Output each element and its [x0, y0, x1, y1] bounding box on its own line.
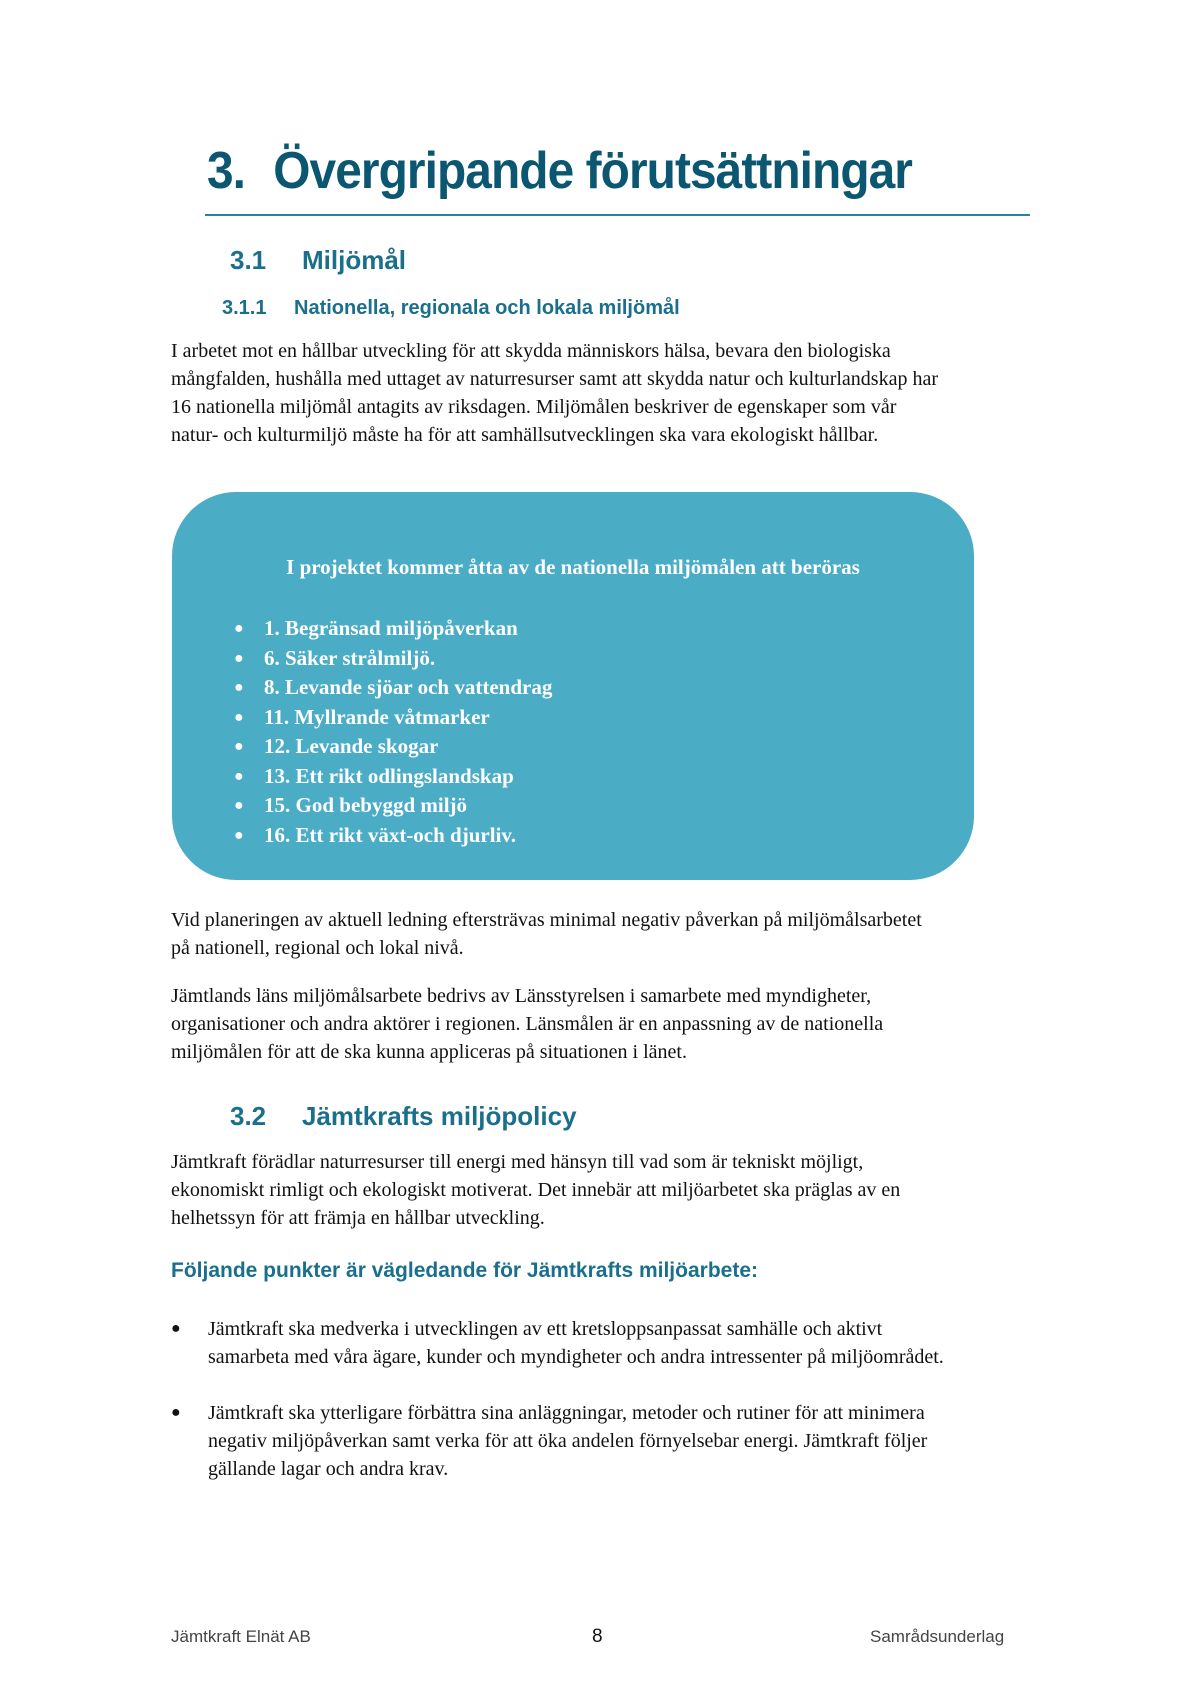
bullet-line: Jämtkraft ska ytterligare förbättra sina anläggningar, metoder och rutiner för att minimera — [208, 1402, 925, 1424]
environmental-goals-callout — [172, 492, 974, 880]
list-item — [232, 703, 552, 733]
chapter-number: 3. — [207, 142, 246, 200]
section-number: 3.2 — [230, 1101, 267, 1131]
callout-goal-list — [232, 614, 552, 850]
bullet-icon: ● — [234, 767, 244, 785]
list-item — [232, 644, 552, 674]
paragraph-line: 16 nationella miljömål antagits av riksdagen. Miljömålen beskriver de egenskaper som vår — [171, 396, 897, 418]
subsection-heading-3-1-1 — [222, 294, 680, 322]
list-item — [171, 1399, 1041, 1483]
section-title: Miljömål — [302, 245, 407, 275]
goal-label: 16. Ett rikt växt-och djurliv. — [264, 822, 516, 847]
goal-label: 11. Myllrande våtmarker — [264, 704, 490, 729]
list-item — [232, 732, 552, 762]
subsection-title: Nationella, regionala och lokala miljömål — [294, 297, 680, 319]
paragraph-line: på nationell, regional och lokal nivå. — [171, 937, 464, 959]
chapter-title-text: Övergripande förutsättningar — [273, 142, 913, 200]
paragraph-line: Jämtlands läns miljömålsarbete bedrivs av Länsstyrelsen i samarbete med myndigheter, — [171, 985, 872, 1007]
goal-label: 8. Levande sjöar och vattendrag — [264, 675, 553, 699]
bullet-icon: ● — [234, 620, 244, 637]
paragraph-line: Jämtkraft förädlar naturresurser till energi med hänsyn till vad som är tekniskt möjligt, — [171, 1151, 864, 1173]
callout-title: I projektet kommer åtta av de nationella miljömålen att beröras — [286, 555, 860, 579]
guiding-heading: Följande punkter är vägledande för Jämtkrafts miljöarbete: — [171, 1259, 758, 1282]
list-item — [232, 821, 552, 851]
section-title: Jämtkrafts miljöpolicy — [302, 1101, 577, 1131]
paragraph-line: Vid planeringen av aktuell ledning eftersträvas minimal negativ påverkan på miljömålsarbetet — [171, 909, 922, 931]
paragraph-line: helhetssyn för att främja en hållbar utveckling. — [171, 1207, 545, 1229]
paragraph-line: organisationer och andra aktörer i regionen. Länsmålen är en anpassning av de nationella — [171, 1013, 884, 1035]
goal-label: 15. God bebyggd miljö — [264, 793, 468, 817]
policy-paragraph — [171, 1148, 1041, 1232]
bullet-line: gällande lagar och andra krav. — [208, 1458, 449, 1480]
planning-paragraph — [171, 906, 1041, 962]
bullet-icon: ● — [234, 797, 244, 814]
section-heading-3-1 — [230, 243, 406, 277]
paragraph-line: I arbetet mot en hållbar utveckling för att skydda människors hälsa, bevara den biologiska — [171, 340, 891, 362]
guiding-points-list — [171, 1315, 1041, 1371]
guiding-points-list-2 — [171, 1399, 1041, 1483]
section-heading-3-2 — [230, 1099, 577, 1133]
bullet-line: Jämtkraft ska medverka i utvecklingen av ett kretsloppsanpassat samhälle och aktivt — [208, 1318, 883, 1340]
footer-page-number: 8 — [592, 1626, 603, 1647]
list-item — [232, 673, 552, 703]
list-item — [232, 614, 552, 644]
footer-document-type: Samrådsunderlag — [870, 1627, 1005, 1646]
bullet-line: samarbeta med våra ägare, kunder och myndigheter och andra intressenter på miljöområdet. — [208, 1346, 944, 1368]
paragraph-line: natur- och kulturmiljö måste ha för att samhällsutvecklingen ska vara ekologiskt hållbar. — [171, 424, 879, 446]
list-item — [171, 1315, 1041, 1371]
goal-label: 13. Ett rikt odlingslandskap — [264, 763, 514, 788]
paragraph-line: mångfalden, hushålla med uttaget av naturresurser samt att skydda natur och kulturlandskap har — [171, 368, 938, 390]
goal-label: 1. Begränsad miljöpåverkan — [264, 616, 518, 640]
bullet-icon: ● — [234, 679, 244, 696]
bullet-icon: ● — [171, 1404, 181, 1421]
bullet-line: negativ miljöpåverkan samt verka för att öka andelen förnyelsebar energi. Jämtkraft följer — [208, 1430, 928, 1452]
subsection-number: 3.1.1 — [222, 297, 267, 319]
list-item — [232, 791, 552, 821]
paragraph-line: miljömålen för att de ska kunna appliceras på situationen i länet. — [171, 1041, 687, 1063]
goal-label: 6. Säker strålmiljö. — [264, 645, 436, 670]
goal-label: 12. Levande skogar — [264, 734, 439, 758]
bullet-icon: ● — [234, 826, 244, 844]
section-number: 3.1 — [230, 245, 267, 275]
paragraph-line: ekonomiskt rimligt och ekologiskt motiverat. Det innebär att miljöarbetet ska präglas av en — [171, 1179, 901, 1201]
bullet-icon: ● — [234, 708, 244, 726]
chapter-title — [207, 136, 912, 206]
footer-company: Jämtkraft Elnät AB — [171, 1627, 311, 1646]
jamtland-paragraph — [171, 982, 1041, 1066]
bullet-icon: ● — [234, 738, 244, 755]
bullet-icon: ● — [171, 1320, 181, 1337]
intro-paragraph — [171, 337, 1041, 449]
list-item — [232, 762, 552, 792]
bullet-icon: ● — [234, 649, 244, 667]
chapter-rule — [205, 214, 1030, 216]
